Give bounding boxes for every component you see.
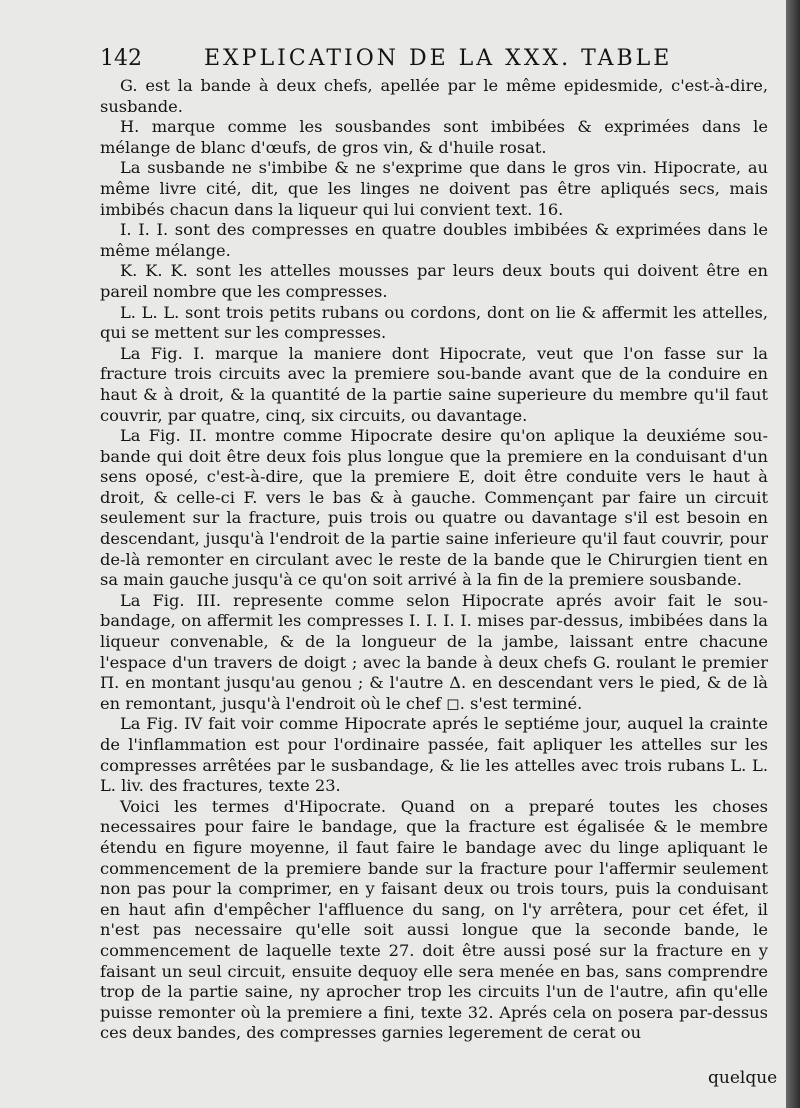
catchword: quelque — [708, 1068, 778, 1088]
page-body — [100, 76, 768, 1044]
paragraph: Voici les termes d'Hipocrate. Quand on a preparé toutes les choses necessaires pour faire le bandage, que la fracture est égalisée & le membre étendu en figure moyenne, il faut faire le bandage avec du linge apliquant le commencement de la premiere bande sur la fracture pour l'affermir seulement non pas pour la comprimer, en y faisant deux ou trois tours, puis la conduisant en haut afin d'empêcher l'affluence du sang, on l'y arrêtera, pour cet éfet, il n'est pas necessaire qu'elle soit aussi longue que la seconde bande, le commencement de laquelle texte 27. doit être aussi posé sur la fracture en y faisant un seul circuit, ensuite dequoy elle sera menée en bas, sans comprendre trop de la partie saine, ny aprocher trop les circuits l'un de l'autre, afin qu'elle puisse remonter où la premiere a fini, texte 32. Aprés cela on posera par-dessus ces deux bandes, des compresses garnies legerement de cerat ou — [100, 796, 768, 1043]
paragraph: La Fig. III. represente comme selon Hipocrate aprés avoir fait le sou-bandage, on affermit les compresses I. I. I. I. mises par-dessus, imbibées dans la liqueur convenable, & de la longueur de la jambe, laissant entre chacune l'espace d'un travers de doigt ; avec la bande à deux chefs G. roulant le premier Π. en montant jusqu'au genou ; & l'autre Δ. en descendant vers le pied, & de là en remontant, jusqu'à l'endroit où le chef ◻. s'est terminé. — [100, 590, 768, 713]
page-header — [100, 46, 700, 74]
paragraph: G. est la bande à deux chefs, apellée par le même epidesmide, c'est-à-dire, susbande. — [100, 76, 768, 116]
paragraph: La Fig. IV fait voir comme Hipocrate aprés le septiéme jour, auquel la crainte de l'inflammation est pour l'ordinaire passée, fait apliquer les attelles sur les compresses arrêtées par le susbandage, & lie les attelles avec trois rubans L. L. L. liv. des fractures, texte 23. — [100, 714, 768, 796]
paragraph: H. marque comme les sousbandes sont imbibées & exprimées dans le mélange de blanc d'œufs, de gros vin, & d'huile rosat. — [100, 117, 768, 157]
paragraph: La Fig. II. montre comme Hipocrate desire qu'on aplique la deuxiéme sou-bande qui doit être deux fois plus longue que la premiere en la conduisant d'un sens oposé, c'est-à-dire, que la premiere E, doit être conduite vers le haut à droit, & celle-ci F. vers le bas & à gauche. Commençant par faire un circuit seulement sur la fracture, puis trois ou quatre ou davantage s'il est besoin en descendant, jusqu'à l'endroit de la partie saine inferieure qu'il faut couvrir, pour de-là remonter en circulant avec le reste de la bande que le Chirurgien tient en sa main gauche jusqu'à ce qu'on soit arrivé à la fin de la premiere sousbande. — [100, 426, 768, 590]
running-title: EXPLICATION DE LA XXX. TABLE — [204, 46, 673, 71]
paragraph: La susbande ne s'imbibe & ne s'exprime que dans le gros vin. Hipocrate, au même livre cité, dit, que les linges ne doivent pas être apliqués secs, mais imbibés chacun dans la liqueur qui lui convient text. 16. — [100, 158, 768, 219]
page-number: 142 — [100, 46, 142, 71]
page-edge-shadow — [786, 0, 800, 1108]
paragraph: L. L. L. sont trois petits rubans ou cordons, dont on lie & affermit les attelles, qui se mettent sur les compresses. — [100, 302, 768, 343]
paragraph: K. K. K. sont les attelles mousses par leurs deux bouts qui doivent être en pareil nombre que les compresses. — [100, 261, 768, 301]
paragraph: La Fig. I. marque la maniere dont Hipocrate, veut que l'on fasse sur la fracture trois circuits avec la premiere sou-bande avant que de la conduire en haut & à droit, & la quantité de la partie saine superieure du membre qu'il faut couvrir, par quatre, cinq, six circuits, ou davantage. — [100, 343, 768, 425]
paragraph: I. I. I. sont des compresses en quatre doubles imbibées & exprimées dans le même mélange. — [100, 220, 768, 260]
